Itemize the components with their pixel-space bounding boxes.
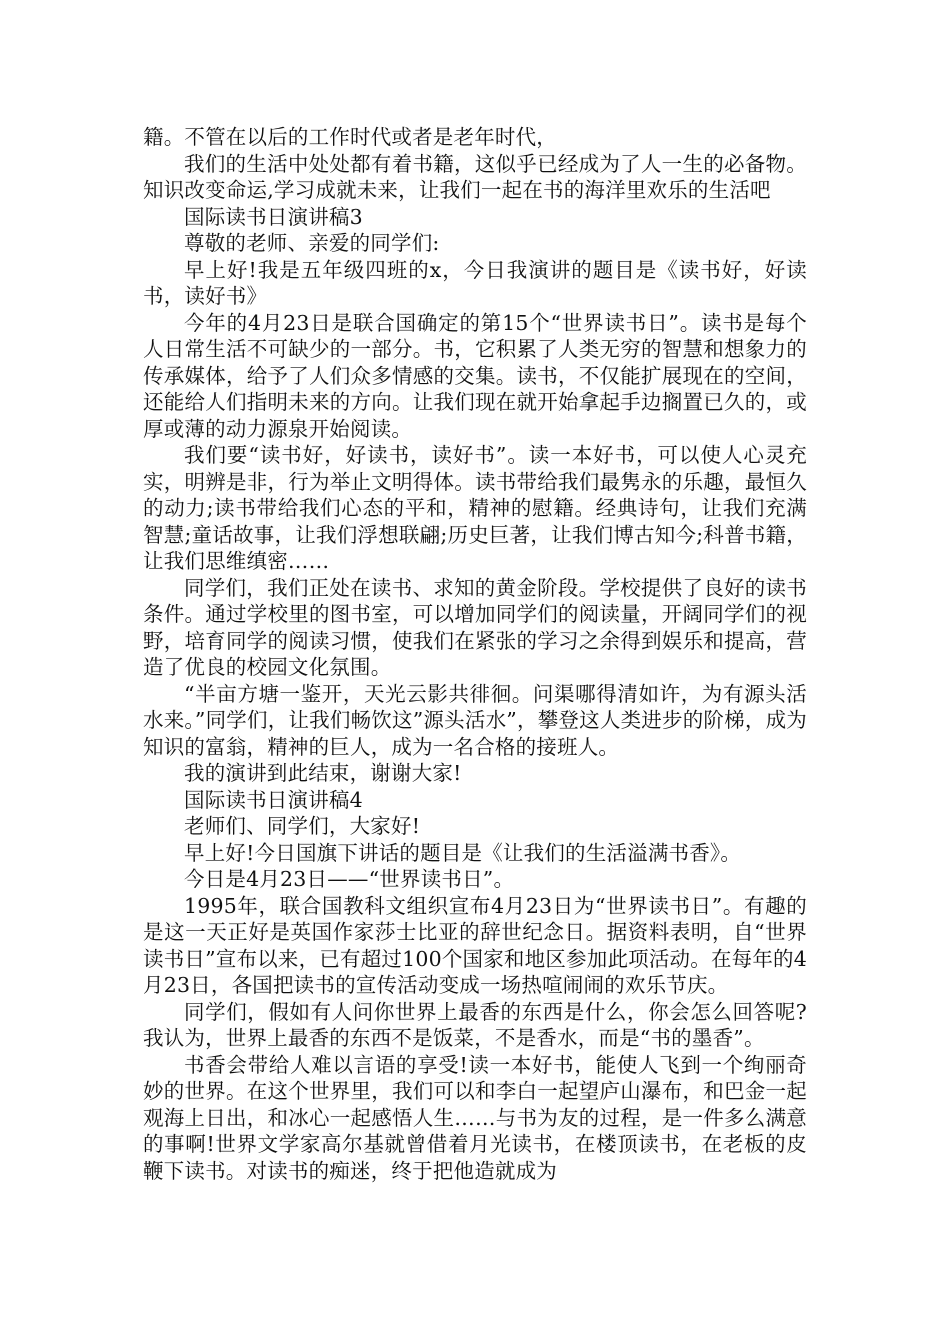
paragraph: 早上好!我是五年级四班的x，今日我演讲的题目是《读书好，好读书，读好书》 [143,257,807,308]
paragraph: 今年的4月23日是联合国确定的第15个“世界读书日”。读书是每个人日常生活不可缺少的一部分。书，它积累了人类无穷的智慧和想象力的传承媒体，给予了人们众多情感的交集。读书，不仅能扩展现在的空间，还能给人们指明未来的方向。让我们现在就开始拿起手边搁置已久的，或厚或薄的动力源泉开始阅读。 [143,310,807,441]
paragraph: 书香会带给人难以言语的享受!读一本好书，能使人飞到一个绚丽奇妙的世界。在这个世界里，我们可以和李白一起望庐山瀑布，和巴金一起观海上日出，和冰心一起感悟人生……与书为友的过程，是一件多么满意的事啊!世界文学家高尔基就曾借着月光读书，在楼顶读书，在老板的皮鞭下读书。对读书的痴迷，终于把他造就成为 [143,1052,807,1183]
document-page [143,124,807,1184]
paragraph: 我们的生活中处处都有着书籍，这似乎已经成为了人一生的必备物。知识改变命运,学习成就未来，让我们一起在书的海洋里欢乐的生活吧 [143,151,807,202]
paragraph: 早上好!今日国旗下讲话的题目是《让我们的生活溢满书香》。 [184,840,742,865]
salutation: 老师们、同学们，大家好! [184,814,421,838]
paragraph: 同学们，假如有人问你世界上最香的东西是什么，你会怎么回答呢?我认为，世界上最香的东西不是饭菜，不是香水，而是“书的墨香”。 [143,999,807,1050]
paragraph: 今日是4月23日——“世界读书日”。 [184,867,515,891]
paragraph: 我的演讲到此结束，谢谢大家! [184,761,462,785]
paragraph: 1995年，联合国教科文组织宣布4月23日为“世界读书日”。有趣的是这一天正好是英国作家莎士比亚的辞世纪念日。据资料表明，自“世界读书日”宣布以来，已有超过100个国家和地区参加此项活动。在每年的4月23日，各国把读书的宣传活动变成一场热喧闹闹的欢乐节庆。 [143,893,807,997]
section-title: 国际读书日演讲稿4 [184,787,363,812]
paragraph: 同学们，我们正处在读书、求知的黄金阶段。学校提供了良好的读书条件。通过学校里的图书室，可以增加同学们的阅读量，开阔同学们的视野，培育同学的阅读习惯，使我们在紧张的学习之余得到娱乐和提高，营造了优良的校园文化氛围。 [143,575,807,679]
section-title: 国际读书日演讲稿3 [184,204,363,229]
paragraph: 我们要“读书好，好读书，读好书”。读一本好书，可以使人心灵充实，明辨是非，行为举止文明得体。读书带给我们最隽永的乐趣，最恒久的动力;读书带给我们心态的平和，精神的慰籍。经典诗句，让我们充满智慧;童话故事，让我们浮想联翩;历史巨著，让我们博古知今;科普书籍，让我们思维缜密…… [143,443,807,573]
salutation: 尊敬的老师、亲爱的同学们: [184,231,440,255]
paragraph: 籍。不管在以后的工作时代或者是老年时代， [143,125,557,149]
paragraph: “半亩方塘一鉴开，天光云影共徘徊。问渠哪得清如许，为有源头活水来。”同学们，让我们畅饮这”源头活水”，攀登这人类进步的阶梯，成为知识的富翁，精神的巨人，成为一名合格的接班人。 [143,681,807,759]
